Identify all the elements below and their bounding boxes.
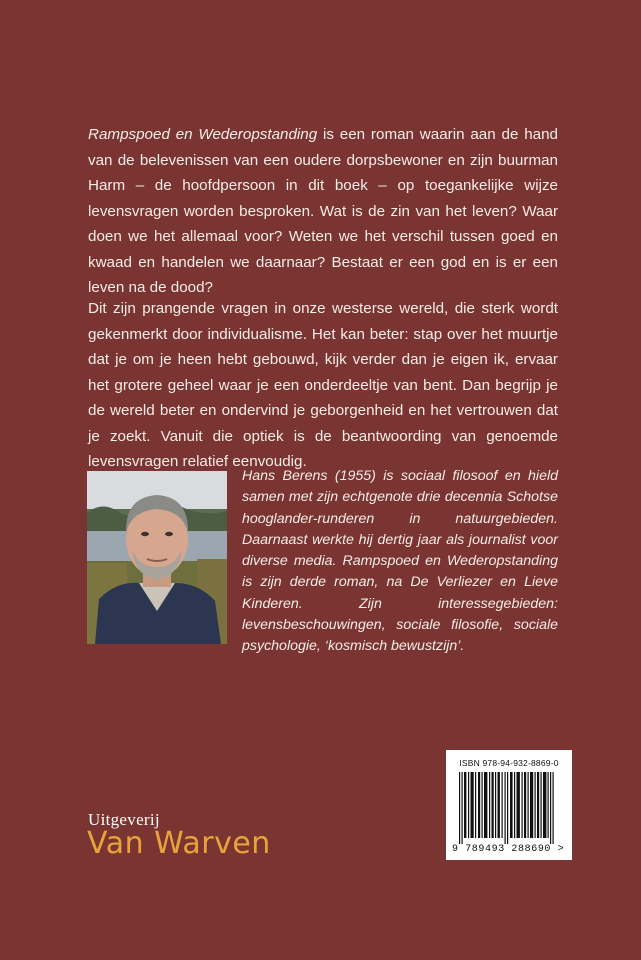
isbn-barcode [446, 750, 572, 860]
blurb-paragraph-1 [88, 122, 558, 301]
publisher-label: Uitgeverij [88, 810, 160, 829]
isbn-label: ISBN 978-94-932-8869-0 [459, 758, 559, 768]
publisher-logo: Van Warven [87, 826, 271, 861]
barcode-bars [453, 772, 565, 844]
blurb-paragraph-2: Dit zijn prangende vragen in onze westerse wereld, die sterk wordt gekenmerkt door individualisme. Het kan beter: stap over het muurtje dat je om je heen hebt gebouwd, kijk verder dan je eigen ik, ervaar het grotere geheel waar je een onderdeeltje van bent. Dan begrijp je de wereld beter en ondervind je geborgenheid en het vertrouwen dat je zoekt. Vanuit die optiek is de beantwoording van genoemde levensvragen relatief eenvoudig. [88, 300, 558, 470]
book-title-italic: Rampspoed en Wederopstanding [88, 126, 318, 143]
blurb-paragraph-1-text: is een roman waarin aan de hand van de belevenissen van een oudere dorpsbewoner en zijn buurman Harm – de hoofdpersoon in dit boek – op toegankelijke wijze levensvragen worden besproken. Wat is de zin van het leven? Waar doen we het allemaal voor? Weten we het verschil tussen goed en kwaad en handelen we daarnaar? Bestaat er een god en is er een leven na de dood? [88, 126, 558, 296]
isbn-digits: 9 789493 288690 > [452, 844, 565, 855]
author-bio: Hans Berens (1955) is sociaal filosoof en hield samen met zijn echtgenote drie decennia Schotse hooglander-runderen in natuurgebieden. Daarnaast werkte hij dertig jaar als journalist voor diverse media. Rampspoed en Wederopstanding is zijn derde roman, na De Verliezer en Lieve Kinderen. Zijn interessegebieden: levensbeschouwingen, sociale filosofie, sociale psychologie, ‘kosmisch bewustzijn’. [242, 468, 558, 655]
author-photo [87, 471, 227, 644]
